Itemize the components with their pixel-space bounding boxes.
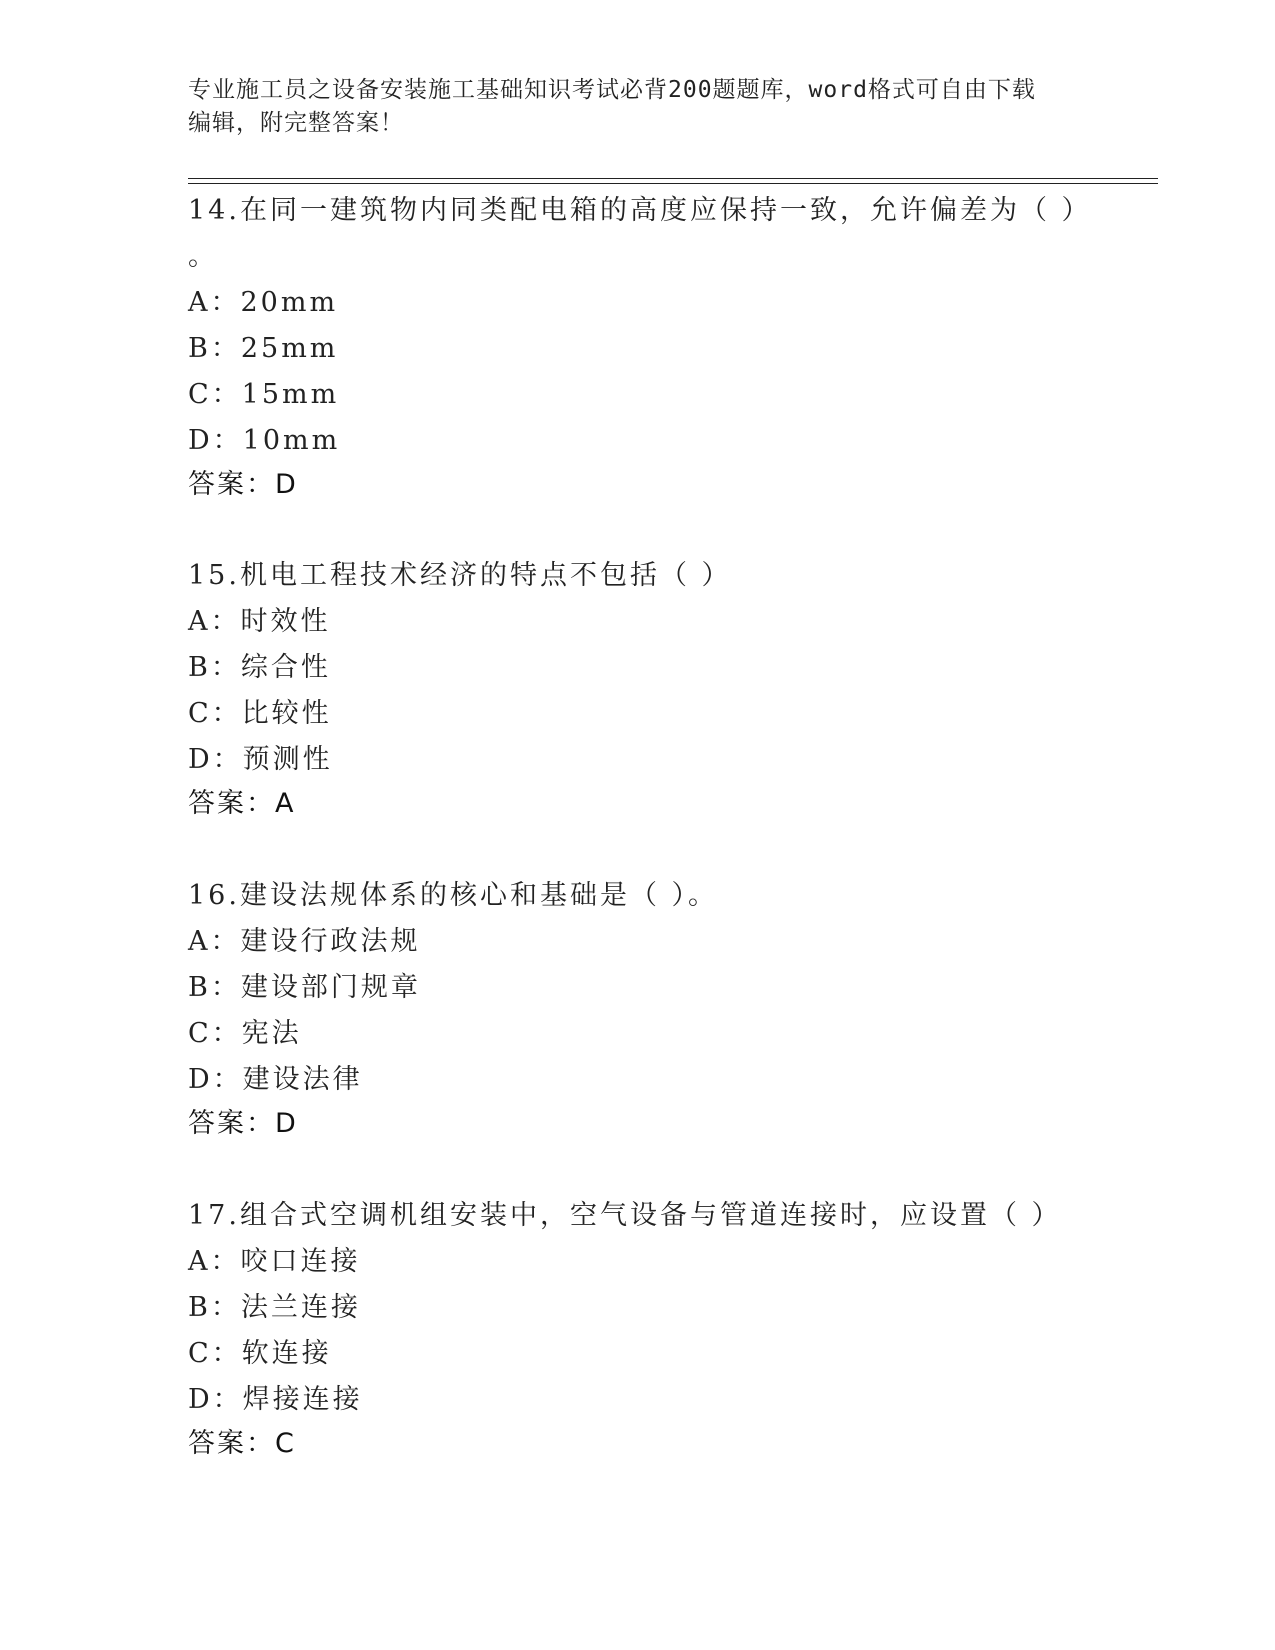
answer: 答案：A	[188, 788, 296, 819]
question-17	[188, 1193, 1148, 1465]
option-a: A：时效性	[188, 606, 331, 637]
option-d: D：预测性	[188, 744, 333, 775]
option-c: C：15mm	[188, 379, 340, 410]
header-line-1: 专业施工员之设备安装施工基础知识考试必背200题题库，word格式可自由下载	[188, 77, 1036, 103]
header-line-2: 编辑，附完整答案！	[188, 110, 404, 136]
header-divider-top	[188, 178, 1158, 179]
option-d: D：10mm	[188, 425, 341, 456]
option-d: D：焊接连接	[188, 1384, 363, 1415]
option-d: D：建设法律	[188, 1064, 363, 1095]
question-14	[188, 188, 1148, 506]
option-a: A：咬口连接	[188, 1246, 361, 1277]
option-a: A：建设行政法规	[188, 926, 421, 957]
option-b: B：25mm	[188, 333, 339, 364]
question-stem: 14.在同一建筑物内同类配电箱的高度应保持一致，允许偏差为（ ）	[188, 195, 1092, 226]
option-c: C：宪法	[188, 1018, 302, 1049]
option-b: B：法兰连接	[188, 1292, 361, 1323]
option-a: A：20mm	[188, 287, 339, 318]
answer: 答案：D	[188, 469, 298, 500]
option-c: C：比较性	[188, 698, 332, 729]
answer: 答案：C	[188, 1428, 296, 1459]
question-15	[188, 553, 1148, 825]
option-c: C：软连接	[188, 1338, 332, 1369]
question-16	[188, 873, 1148, 1145]
answer: 答案：D	[188, 1108, 298, 1139]
question-stem: 17.组合式空调机组安装中，空气设备与管道连接时，应设置（ ）	[188, 1200, 1062, 1231]
document-header	[188, 74, 1088, 140]
header-divider-bottom	[188, 183, 1158, 184]
question-stem: 15.机电工程技术经济的特点不包括（ ）	[188, 560, 732, 591]
option-b: B：综合性	[188, 652, 331, 683]
option-b: B：建设部门规章	[188, 972, 421, 1003]
question-stem-continuation: 。	[188, 241, 218, 272]
question-stem: 16.建设法规体系的核心和基础是（ ）。	[188, 880, 719, 911]
